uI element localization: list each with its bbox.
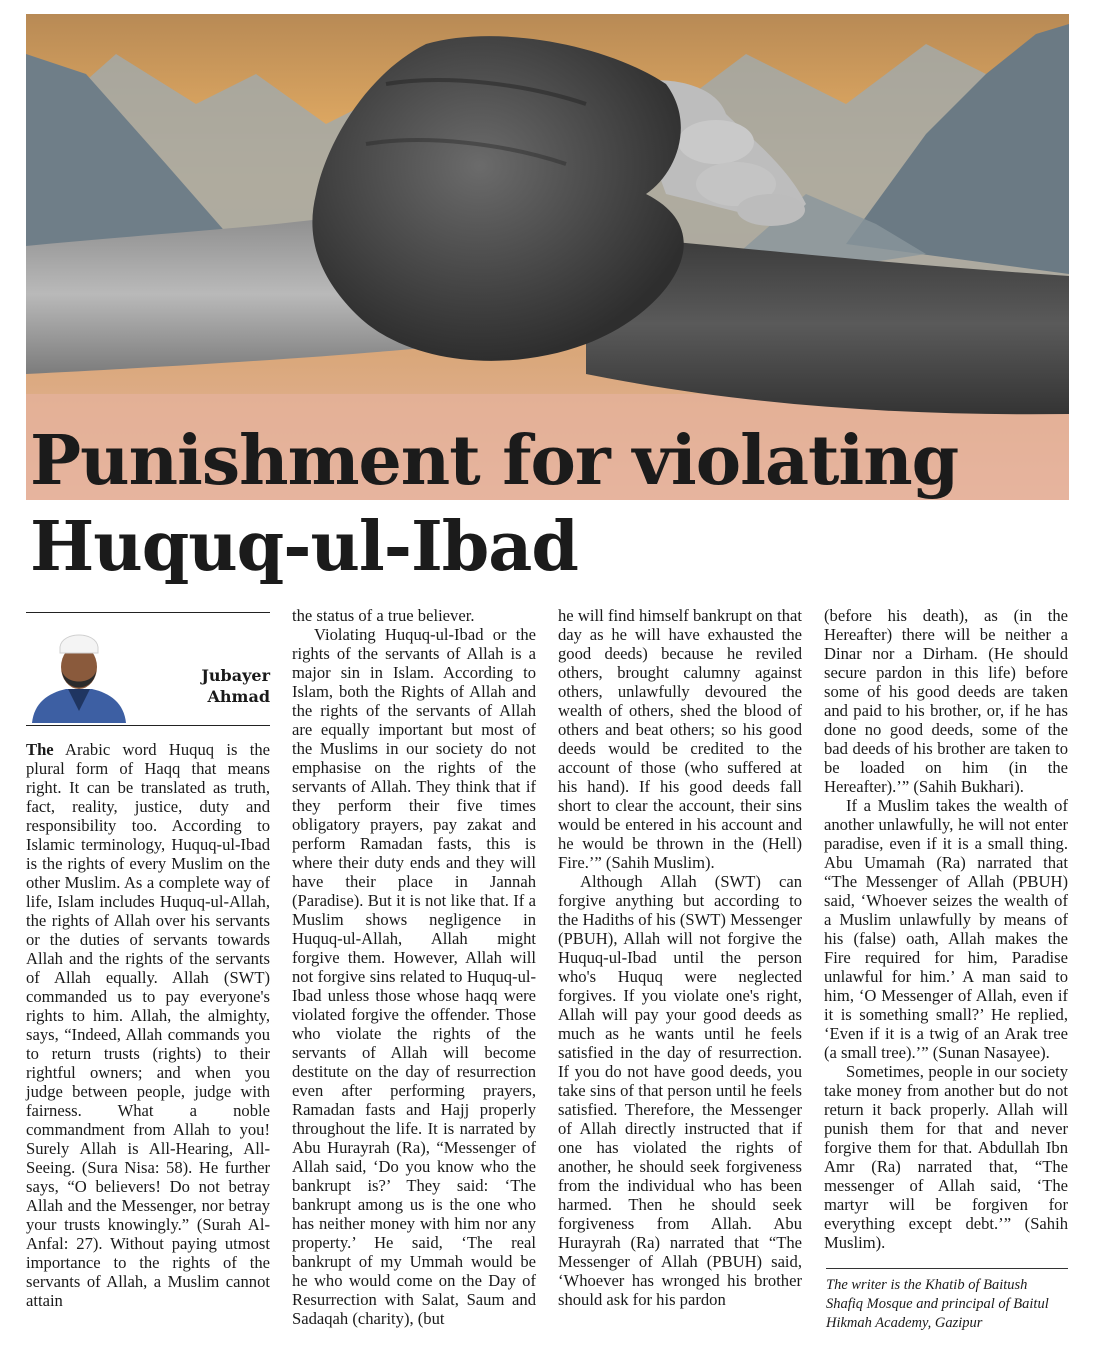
article-column-2	[292, 606, 536, 1328]
paragraph: Violating Huquq-ul-Ibad or the rights of the servants of Allah is a major sin in Islam. According to Islam, both the Rights of Allah and the rights of the servants of Allah are equally important but most of the Muslims in our society do not emphasise on the rights of the servants of Allah. They think that if they perform their five times obligatory prayers, pay zakat and perform Ramadan fasts, this is where their duty ends and they will have their place in Jannah (Paradise). But it is not like that. If a Muslim shows negligence in Huquq-ul-Allah, Allah might forgive them. However, Allah will not forgive sins related to Huquq-ul-Ibad unless those whose haqq were violated forgive the offender. Those who violate the rights of the servants of Allah will become destitute on the day of resurrection even after performing prayers, Ramadan fasts and Hajj properly throughout the life. It is narrated by Abu Hurayrah (Ra), “Messenger of Allah said, ‘Do you know who the bankrupt is?’ They said: ‘The bankrupt among us is the one who has neither money with him nor any property.’ He said, ‘The real bankrupt of my Ummah would be he who would come on the Day of Resurrection with Salat, Saum and Sadaqah (charity), (but	[292, 625, 536, 1328]
article-column-4	[824, 606, 1068, 1252]
article-column-3	[558, 606, 802, 1309]
lead-word: The	[26, 740, 54, 759]
headline-line-2: Huquq-ul-Ibad	[30, 507, 578, 587]
column-1-text: Arabic word Huquq is the plural form of Haqq that means right. It can be translated as truth, fact, reality, justice, duty and responsibility too. According to Islamic terminology, Huquq-ul-Ibad is the rights of every Muslim on the other Muslim. As a complete way of life, Islam includes Huquq-ul-Allah, the rights of Allah over his servants or the duties of servants towards Allah and the rights of the servants of Allah equally. Allah (SWT) commanded us to pay everyone's rights to him. Allah, the almighty, says, “Indeed, Allah commands you to return trusts (rights) to their rightful owners; and when you judge between people, judge with fairness. What a noble commandment from Allah to you! Surely Allah is All-Hearing, All-Seeing. (Sura Nisa: 58). He further says, “O believers! Do not betray Allah and the Messenger, nor betray your trusts knowingly.” (Surah Al-Anfal: 27). Without paying utmost importance to the rights of the servants of Allah, a Muslim cannot attain	[26, 740, 270, 1310]
paragraph: he will find himself bankrupt on that day as he will have exhausted the good deeds) because he reviled others, brought calumny against others, unlawfully devoured the wealth of others, shed the blood of others and beat others; so his good deeds would be credited to the account of those (who suffered at his hand). If his good deeds fall short to clear the account, their sins would be entered in his account and he would be thrown in the (Hell) Fire.’” (Sahih Muslim).	[558, 606, 802, 872]
paragraph: (before his death), as (in the Hereafter) there will be neither a Dinar nor a Dirham. (He should secure pardon in this life) before some of his good deeds are taken and paid to his brother, or, if he has done no good deeds, some of the bad deeds of his brother are taken to be loaded on him (in the Hereafter).’” (Sahih Bukhari).	[824, 606, 1068, 796]
author-name	[201, 665, 270, 707]
byline	[26, 612, 270, 726]
paragraph: Sometimes, people in our society take money from another but do not return it back properly. Allah will punish them for that and never forgive them for that. Abdullah Ibn Amr (Ra) narrated that, “The messenger of Allah said, ‘The martyr will be forgiven for everything except debt.’” (Sahih Muslim).	[824, 1062, 1068, 1252]
author-photo	[28, 619, 130, 723]
paragraph: the status of a true believer.	[292, 606, 475, 625]
article-column-1	[26, 740, 270, 1310]
author-last-name: Ahmad	[207, 687, 270, 706]
author-first-name: Jubayer	[201, 666, 270, 685]
paragraph: Although Allah (SWT) can forgive anything but according to the Hadiths of his (SWT) Messenger (PBUH), Allah will not forgive the Huquq-ul-Ibad until the person who's Huquq were neglected forgives. If you violate one's right, Allah will pay your good deeds as much as he wants until he feels satisfied in the day of resurrection. If you do not have good deeds, you take sins of that person until he feels satisfied. Therefore, the Messenger of Allah directly instructed that if one has violated the rights of another, he should seek forgiveness from the individual who has been harmed. Then he should seek forgiveness from Allah. Abu Hurayrah (Ra) narrated that “The Messenger of Allah (PBUH) said, ‘Whoever has wronged his brother should ask for his pardon	[558, 872, 802, 1309]
headline-line-1: Punishment for violating	[30, 421, 959, 501]
paragraph: If a Muslim takes the wealth of another unlawfully, he will not enter paradise, even if it is a small thing. Abu Umamah (Ra) narrated that “The Messenger of Allah (PBUH) said, ‘Whoever seizes the wealth of a Muslim unlawfully by means of his (false) oath, Allah makes the Fire required for him, Paradise unlawful for him.’ A man said to him, ‘O Messenger of Allah, even if it is something small?’ He replied, ‘Even if it is a twig of an Arak tree (a small tree).’” (Sunan Nasayee).	[824, 796, 1068, 1062]
writer-note: The writer is the Khatib of Baitush Shafiq Mosque and principal of Baitul Hikmah Academy, Gazipur	[826, 1268, 1068, 1333]
article-headline	[30, 418, 958, 590]
